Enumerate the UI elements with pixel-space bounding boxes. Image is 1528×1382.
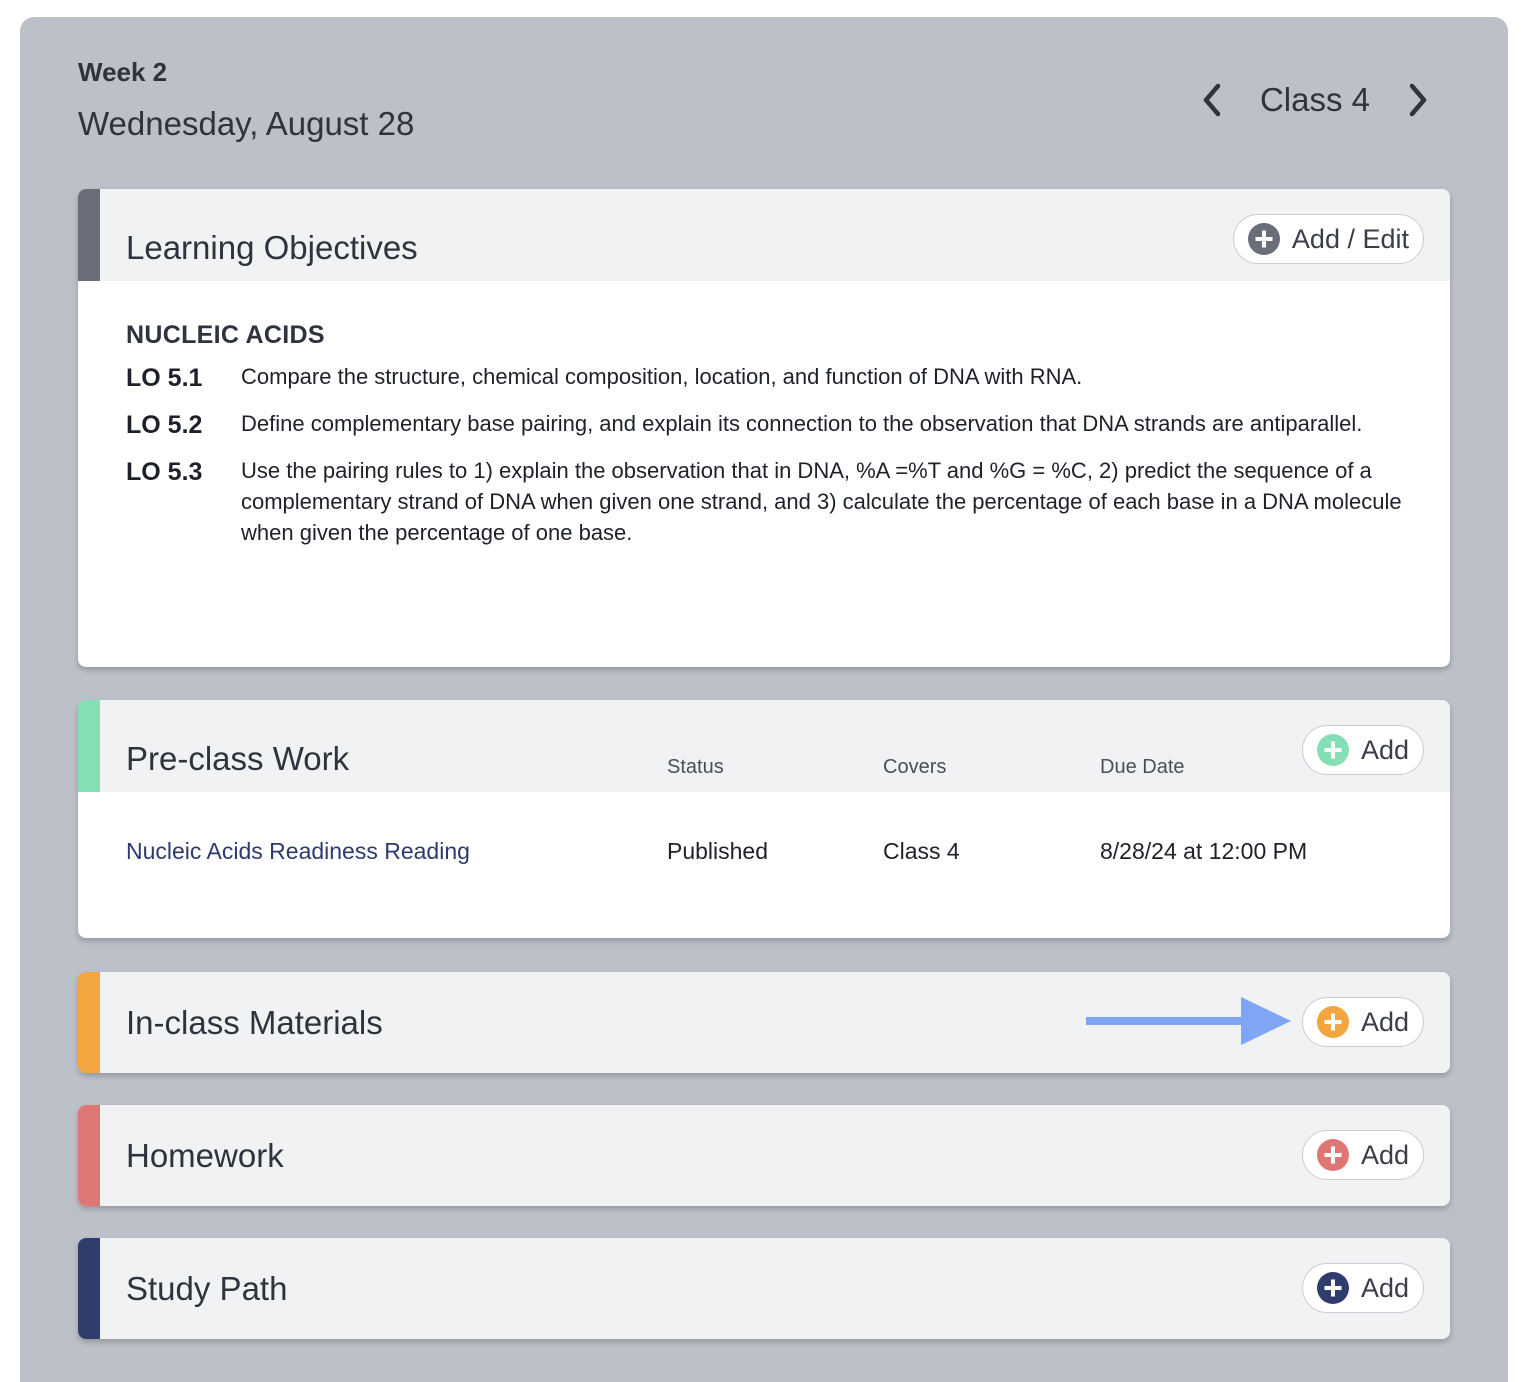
objective-code: LO 5.3 xyxy=(126,458,203,486)
arrow-right-icon xyxy=(1086,995,1296,1049)
assignment-due-date: 8/28/24 at 12:00 PM xyxy=(1100,838,1308,864)
card-title: Homework xyxy=(126,1137,284,1174)
previous-class-button[interactable] xyxy=(1192,77,1232,123)
plus-circle-icon xyxy=(1248,223,1280,255)
learning-objectives-card xyxy=(78,189,1450,667)
learning-objectives-header xyxy=(78,189,1450,281)
card-title: In-class Materials xyxy=(126,1004,383,1041)
button-label: Add xyxy=(1360,1272,1409,1303)
column-header-status: Status xyxy=(667,756,724,778)
class-navigator xyxy=(1192,77,1438,123)
next-class-button[interactable] xyxy=(1398,77,1438,123)
card-accent-bar xyxy=(78,1238,100,1339)
card-accent-bar xyxy=(78,972,100,1073)
objective-text: Define complementary base pairing, and explain its connection to the observation that DNA strands are antiparallel. xyxy=(241,411,1363,436)
class-plan-panel xyxy=(20,17,1508,1382)
plus-circle-icon xyxy=(1317,734,1349,766)
plus-circle-icon xyxy=(1317,1139,1349,1171)
button-label: Add xyxy=(1360,734,1409,765)
plus-circle-icon xyxy=(1317,1006,1349,1038)
objective-item xyxy=(126,458,1410,548)
study-path-header xyxy=(78,1238,1450,1339)
add-pre-class-button[interactable] xyxy=(1302,725,1424,775)
plus-circle-icon xyxy=(1317,1272,1349,1304)
column-header-covers: Covers xyxy=(883,756,947,778)
objective-text: Use the pairing rules to 1) explain the observation that in DNA, %A =%T and %G = %C, 2) predict the sequence of a complementary strand of DNA when given one strand, and 3) calculate the percentage of each base in a DNA molecule when given the percentage of one base. xyxy=(241,458,1402,545)
learning-objectives-body xyxy=(78,281,1450,667)
week-label: Week 2 xyxy=(78,57,168,87)
pre-class-work-card xyxy=(78,700,1450,938)
objective-code: LO 5.1 xyxy=(126,364,203,392)
card-accent-bar xyxy=(78,700,100,792)
objective-text: Compare the structure, chemical composition, location, and function of DNA with RNA. xyxy=(241,364,1083,389)
class-label: Class 4 xyxy=(1259,81,1370,118)
study-path-card xyxy=(78,1238,1450,1339)
table-row xyxy=(78,792,1450,938)
add-edit-objectives-button[interactable] xyxy=(1233,214,1424,264)
add-study-path-button[interactable] xyxy=(1302,1263,1424,1313)
objective-item xyxy=(126,411,1410,440)
assignment-covers: Class 4 xyxy=(883,838,960,864)
homework-header xyxy=(78,1105,1450,1206)
button-label: Add xyxy=(1360,1139,1409,1170)
objectives-section-title: NUCLEIC ACIDS xyxy=(126,321,325,349)
objective-item xyxy=(126,364,1410,393)
assignment-status: Published xyxy=(667,838,769,864)
homework-card xyxy=(78,1105,1450,1206)
button-label: Add xyxy=(1360,1006,1409,1037)
card-accent-bar xyxy=(78,1105,100,1206)
card-accent-bar xyxy=(78,189,100,281)
card-title: Pre-class Work xyxy=(126,740,350,777)
objective-code: LO 5.2 xyxy=(126,411,203,439)
chevron-left-icon xyxy=(1201,83,1223,117)
date-label: Wednesday, August 28 xyxy=(78,105,415,142)
column-header-due-date: Due Date xyxy=(1100,756,1185,778)
pre-class-work-header xyxy=(78,700,1450,792)
button-label: Add / Edit xyxy=(1291,223,1409,254)
card-title: Learning Objectives xyxy=(126,229,418,266)
chevron-right-icon xyxy=(1407,83,1429,117)
add-in-class-button[interactable] xyxy=(1302,997,1424,1047)
assignment-link[interactable]: Nucleic Acids Readiness Reading xyxy=(126,838,470,864)
card-title: Study Path xyxy=(126,1270,288,1307)
add-homework-button[interactable] xyxy=(1302,1130,1424,1180)
